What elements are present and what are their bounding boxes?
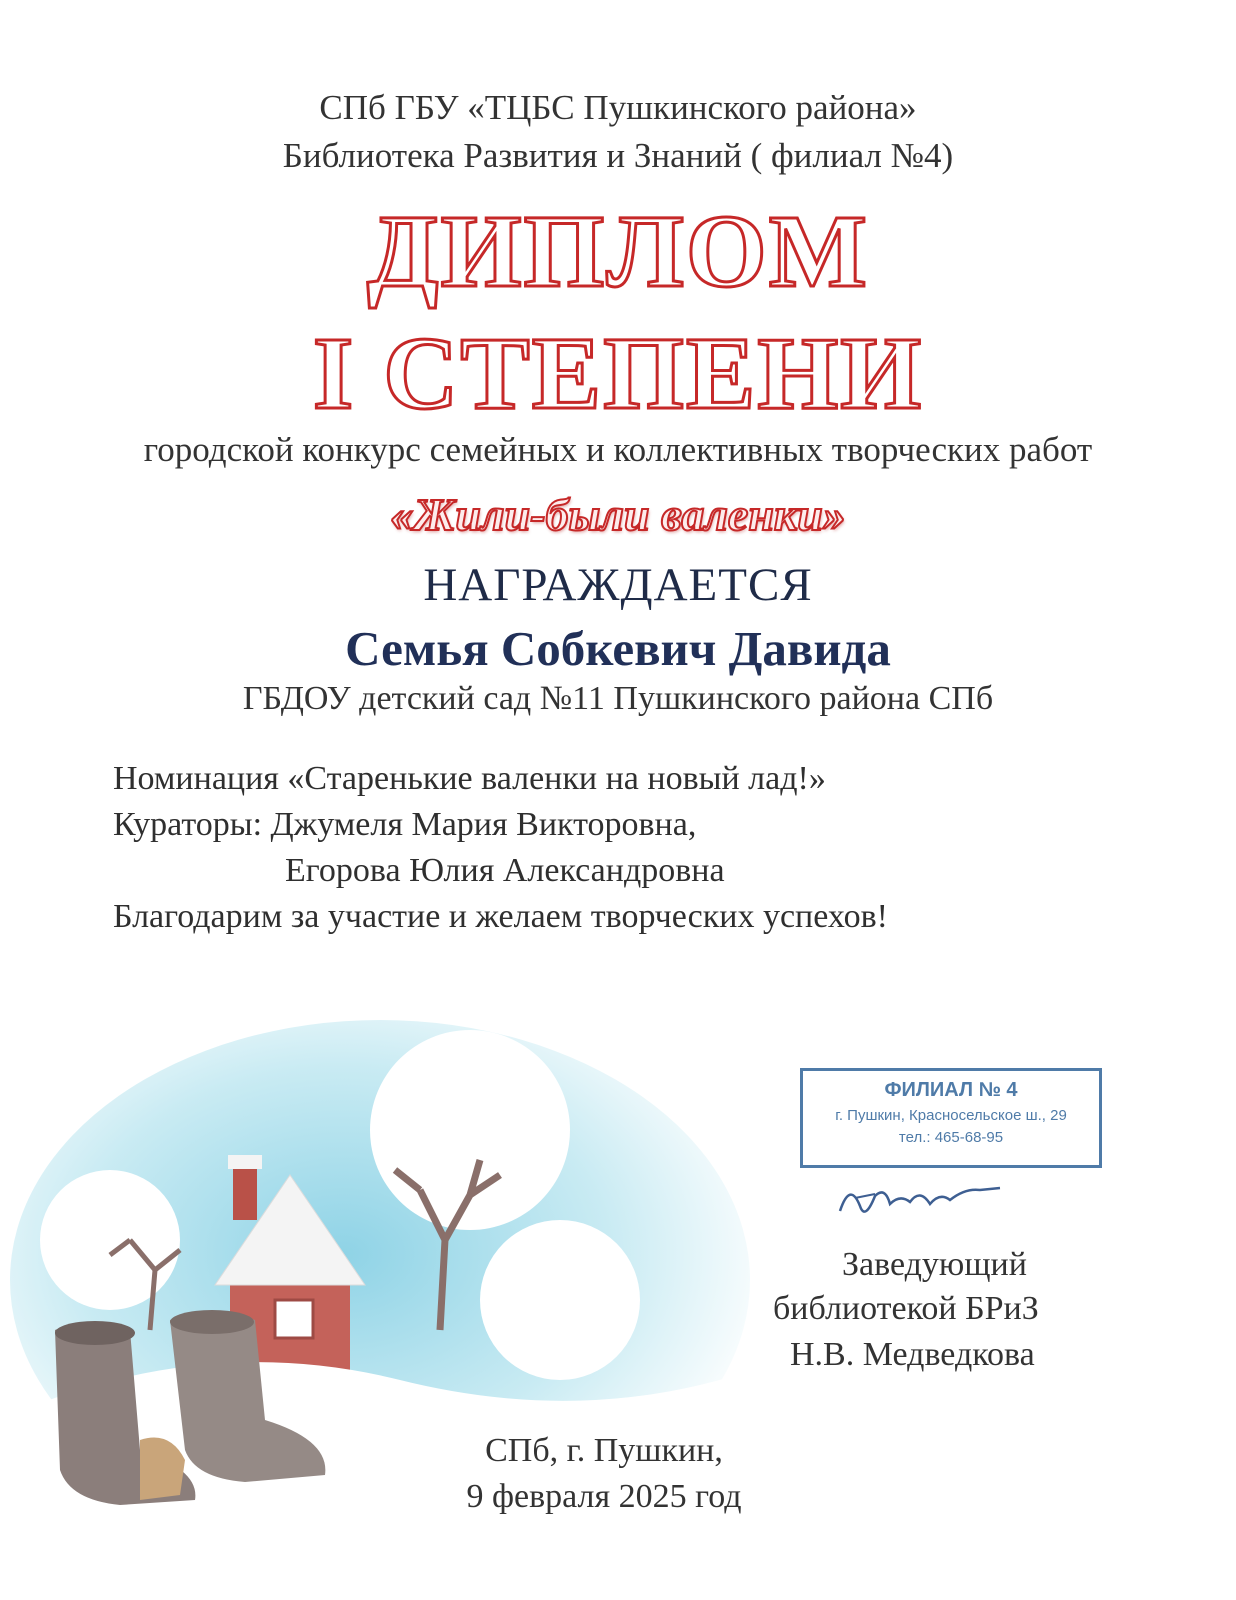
stamp-address: г. Пушкин, Красносельское ш., 29	[835, 1107, 1067, 1124]
signatory-name: Н.В. Медведкова	[790, 1336, 1035, 1373]
award-verb: НАГРАЖДАЕТСЯ	[423, 559, 813, 611]
thanks-text: Благодарим за участие и желаем творческих успехов!	[113, 898, 888, 935]
stamp-title: ФИЛИАЛ № 4	[884, 1079, 1018, 1101]
issue-place: СПб, г. Пушкин,	[485, 1432, 723, 1469]
library-stamp	[800, 1068, 1102, 1168]
recipient-institution: ГБДОУ детский сад №11 Пушкинского района СПб	[242, 680, 994, 717]
diploma-degree: I СТЕПЕНИ	[312, 316, 924, 431]
curators-line-2: Егорова Юлия Александровна	[285, 852, 725, 889]
signature	[830, 1176, 1010, 1226]
organization-line-1: СПб ГБУ «ТЦБС Пушкинского района»	[319, 88, 917, 127]
contest-name: «Жили-были валенки»	[390, 489, 846, 540]
contest-description: городской конкурс семейных и коллективных творческих работ	[143, 430, 1093, 469]
nomination-text: Номинация «Старенькие валенки на новый лад!»	[113, 760, 826, 797]
recipient-name: Семья Собкевич Давида	[345, 621, 891, 676]
curators-line-1: Кураторы: Джумеля Мария Викторовна,	[113, 806, 697, 843]
stamp-phone: тел.: 465-68-95	[898, 1129, 1004, 1146]
diploma-title: ДИПЛОМ	[367, 194, 869, 309]
signatory-position-1: Заведующий	[842, 1246, 1027, 1283]
organization-line-2: Библиотека Развития и Знаний ( филиал №4)	[282, 136, 954, 175]
issue-date: 9 февраля 2025 год	[466, 1478, 742, 1515]
signatory-position-2: библиотекой БРиЗ	[773, 1290, 1039, 1327]
